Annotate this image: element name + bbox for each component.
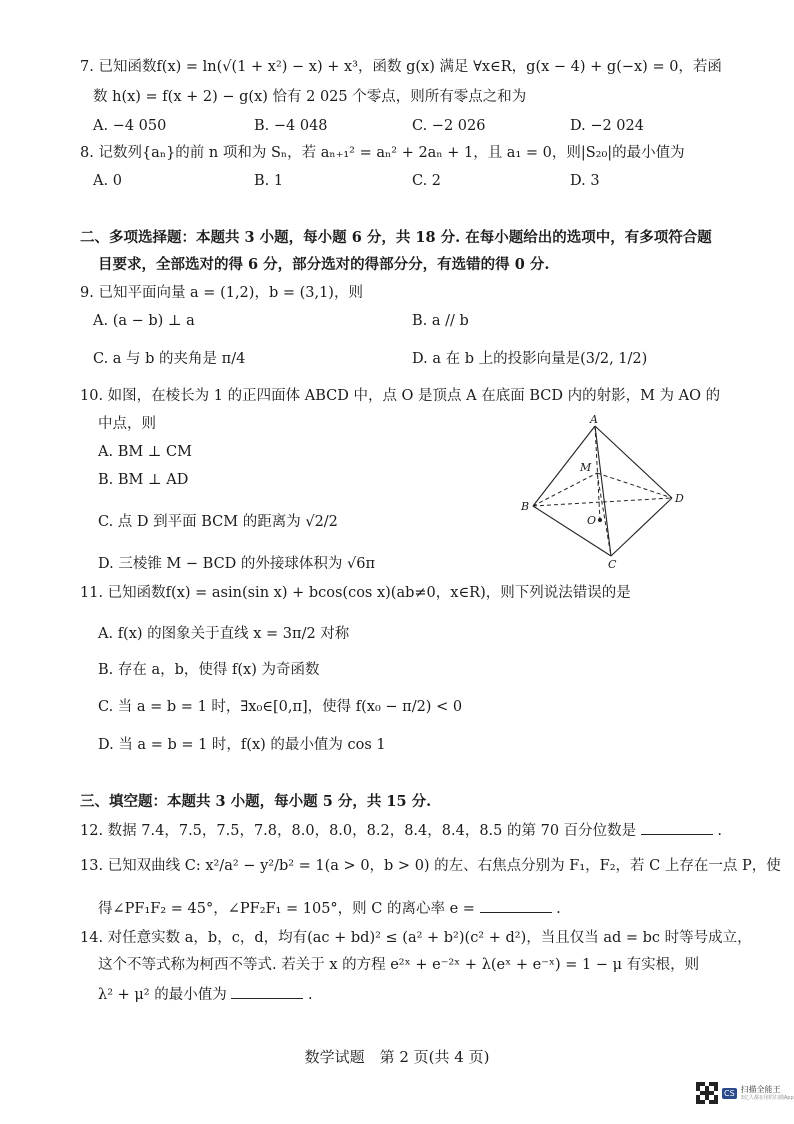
q7-stem-line1: 7. 已知函数f(x) = ln(√(1 + x²) − x) + x³，函数 g(x) 满足 ∀x∈R，g(x − 4) + g(−x) = 0，若函 <box>80 59 722 75</box>
edge-ad <box>595 426 672 498</box>
q7-option-c: C. −2 026 <box>412 118 486 134</box>
label-o: O <box>587 514 597 527</box>
q8-stem: 8. 记数列{aₙ}的前 n 项和为 Sₙ，若 aₙ₊₁² = aₙ² + 2aₙ + 1，且 a₁ = 0，则|S₂₀|的最小值为 <box>80 145 685 161</box>
segment-bm <box>533 473 597 506</box>
q13-period: . <box>556 901 561 917</box>
q14-stem-line2: 这个不等式称为柯西不等式. 若关于 x 的方程 e²ˣ + e⁻²ˣ + λ(eˣ + e⁻ˣ) = 1 − μ 有实根，则 <box>98 957 700 973</box>
q11-option-b: B. 存在 a，b，使得 f(x) 为奇函数 <box>98 662 320 678</box>
label-m: M <box>580 461 592 474</box>
q8-option-d: D. 3 <box>570 173 600 189</box>
q11-option-c: C. 当 a = b = 1 时，∃x₀∈[0,π]，使得 f(x₀ − π/2) < 0 <box>98 699 463 715</box>
segment-dm <box>597 473 672 498</box>
q13-text: 得∠PF₁F₂ = 45°，∠PF₂F₁ = 105°，则 C 的离心率 e = <box>98 901 475 917</box>
scanner-sublabel: 3亿人都在用的扫描App <box>740 1095 794 1101</box>
q8-option-b: B. 1 <box>254 173 284 189</box>
q10-option-b: B. BM ⊥ AD <box>98 472 189 488</box>
scanner-label: 扫描全能王 <box>740 1085 781 1094</box>
label-c: C <box>608 558 617 570</box>
section2-header-line1: 二、多项选择题：本题共 3 小题，每小题 6 分，共 18 分. 在每小题给出的选项中，有多项符合题 <box>80 229 712 246</box>
label-b: B <box>521 500 530 513</box>
q14-answer-blank[interactable] <box>231 984 303 999</box>
q9-stem: 9. 已知平面向量 a = (1,2)，b = (3,1)，则 <box>80 285 363 301</box>
label-a: A <box>590 414 598 426</box>
edge-bd-hidden <box>533 498 672 506</box>
q7-option-a: A. −4 050 <box>93 118 167 134</box>
q10-option-c: C. 点 D 到平面 BCM 的距离为 √2/2 <box>98 514 338 530</box>
q12-stem <box>80 820 722 841</box>
q11-option-a: A. f(x) 的图象关于直线 x = 3π/2 对称 <box>98 626 350 642</box>
q14-period: . <box>307 987 313 1003</box>
q11-stem: 11. 已知函数f(x) = asin(sin x) + bcos(cos x)(ab≠0，x∈R)，则下列说法错误的是 <box>80 585 631 601</box>
q7-option-d: D. −2 024 <box>570 118 644 134</box>
q9-option-b: B. a // b <box>412 313 469 329</box>
q14-stem-line3 <box>98 984 313 1005</box>
q10-stem-line2: 中点，则 <box>98 416 156 432</box>
q12-text: 12. 数据 7.4，7.5，7.5，7.8，8.0，8.0，8.2，8.4，8.4，8.5 的第 70 百分位数是 <box>80 823 637 839</box>
point-o <box>598 518 602 522</box>
q9-option-a: A. (a − b) ⊥ a <box>93 313 195 329</box>
q14-text: λ² + μ² 的最小值为 <box>98 987 227 1003</box>
q14-stem-line1: 14. 对任意实数 a，b，c，d，均有(ac + bd)² ≤ (a² + b²)(c² + d²)，当且仅当 ad = bc 时等号成立， <box>80 930 752 946</box>
q8-option-c: C. 2 <box>412 173 442 189</box>
q13-answer-blank[interactable] <box>480 898 552 913</box>
segment-cm <box>597 473 611 556</box>
q9-option-d: D. a 在 b 上的投影向量是(3/2, 1/2) <box>412 351 648 367</box>
qr-code-icon <box>696 1082 718 1104</box>
q10-option-d: D. 三棱锥 M − BCD 的外接球体积为 √6π <box>98 556 376 572</box>
edge-cd <box>611 498 672 556</box>
tetrahedron-diagram <box>516 414 688 570</box>
q10-option-a: A. BM ⊥ CM <box>98 444 192 460</box>
edge-ac <box>595 426 611 556</box>
q12-period: . <box>717 823 722 839</box>
q8-option-a: A. 0 <box>93 173 122 189</box>
q7-option-b: B. −4 048 <box>254 118 328 134</box>
page-footer: 数学试题 第 2 页(共 4 页) <box>304 1048 490 1066</box>
q10-stem-line1: 10. 如图，在棱长为 1 的正四面体 ABCD 中，点 O 是顶点 A 在底面 BCD 内的射影，M 为 AO 的 <box>80 388 721 404</box>
q13-stem-line1: 13. 已知双曲线 C: x²/a² − y²/b² = 1(a > 0，b > 0) 的左、右焦点分别为 F₁，F₂，若 C 上存在一点 P，使 <box>80 858 781 874</box>
q13-stem-line2 <box>98 898 561 919</box>
scanner-logo-icon: CS <box>724 1088 735 1098</box>
q7-stem-line2: 数 h(x) = f(x + 2) − g(x) 恰有 2 025 个零点，则所有零点之和为 <box>93 89 527 105</box>
q12-answer-blank[interactable] <box>641 820 713 835</box>
section2-header-line2: 目要求，全部选对的得 6 分，部分选对的得部分分，有选错的得 0 分. <box>98 256 550 273</box>
q9-option-c: C. a 与 b 的夹角是 π/4 <box>93 351 246 367</box>
section3-header: 三、填空题：本题共 3 小题，每小题 5 分，共 15 分. <box>80 793 432 810</box>
label-d: D <box>675 492 684 505</box>
q11-option-d: D. 当 a = b = 1 时，f(x) 的最小值为 cos 1 <box>98 737 386 753</box>
scanner-watermark <box>696 1082 794 1104</box>
